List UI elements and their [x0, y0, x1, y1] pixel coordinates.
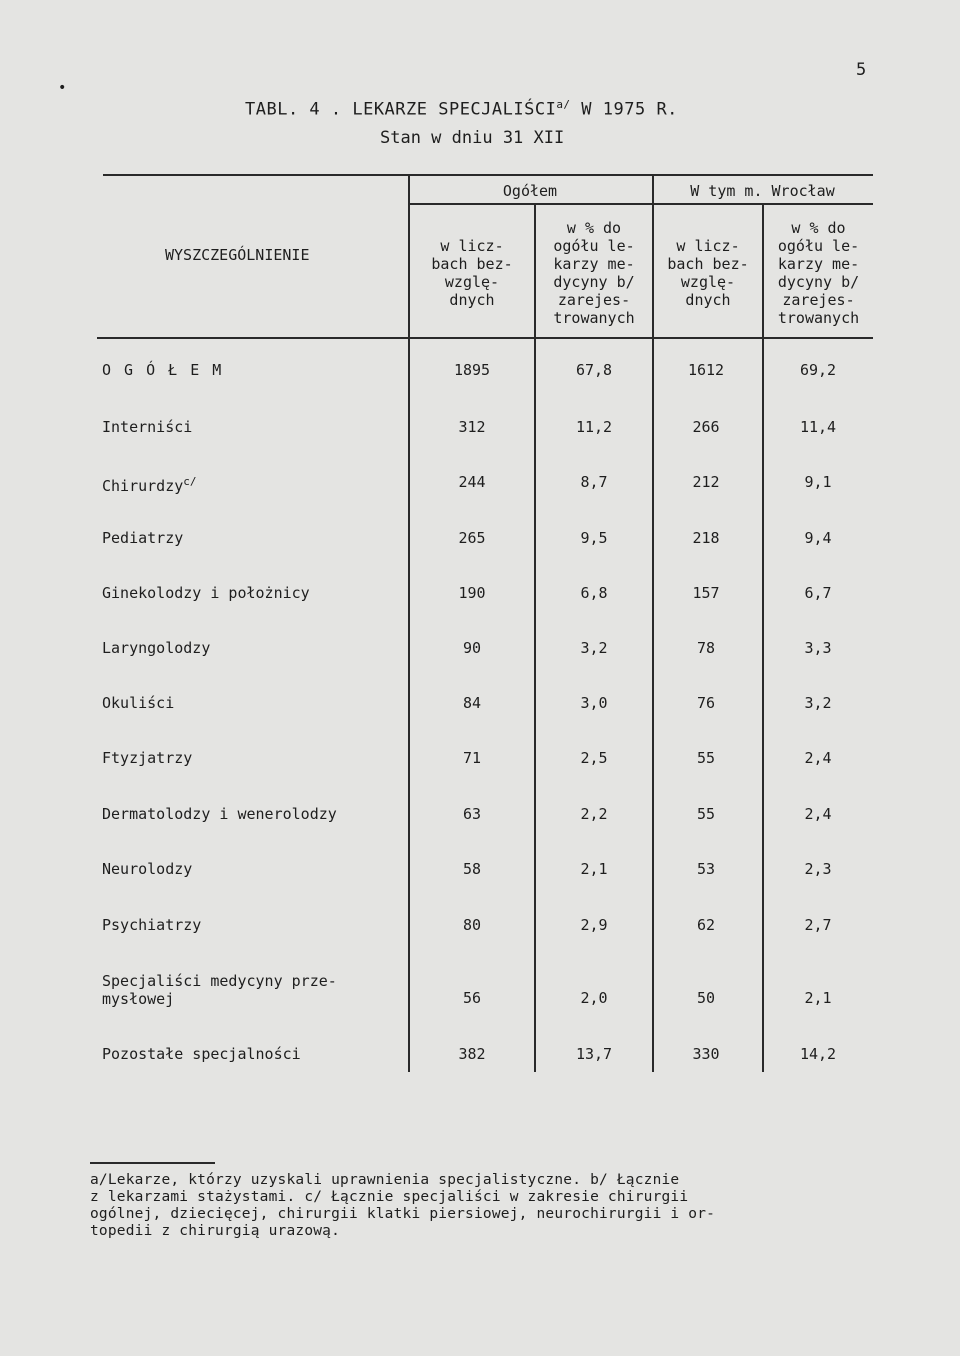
wroclaw-pct-cell: 2,4: [804, 805, 832, 823]
total-abs-cell: 56: [462, 989, 482, 1007]
total-abs-cell: 265: [458, 529, 486, 547]
header-total-abs: w licz- bach bez- wzglę- dnych: [431, 237, 513, 309]
wroclaw-abs-cell: 266: [692, 418, 720, 436]
title-footnote-marker: a/: [556, 98, 571, 111]
wroclaw-pct-cell: 2,7: [804, 916, 832, 934]
row-label: Pediatrzy: [102, 529, 184, 547]
wroclaw-abs-cell: 76: [696, 694, 716, 712]
row-label: Neurolodzy: [102, 860, 193, 878]
wroclaw-abs-cell: 157: [692, 584, 720, 602]
total-pct-cell: 3,2: [580, 639, 608, 657]
wroclaw-pct-cell: 11,4: [799, 418, 837, 436]
total-abs-cell: 80: [462, 916, 482, 934]
total-pct-cell: 8,7: [580, 473, 608, 491]
row-label: Psychiatrzy: [102, 916, 202, 934]
header-group-total: Ogółem: [502, 182, 558, 200]
row-label: Laryngolodzy: [102, 639, 211, 657]
wroclaw-abs-cell: 212: [692, 473, 720, 491]
table-title: [245, 98, 678, 120]
wroclaw-pct-cell: 3,3: [804, 639, 832, 657]
stray-mark: •: [58, 80, 67, 96]
group-header-rule: [408, 203, 873, 205]
wroclaw-abs-cell: 55: [696, 749, 716, 767]
wroclaw-pct-cell: 2,1: [804, 989, 832, 1007]
header-bottom-rule: [97, 337, 873, 339]
total-abs-cell: 190: [458, 584, 486, 602]
total-abs-cell: 63: [462, 805, 482, 823]
table-subtitle: Stan w dniu 31 XII: [380, 128, 565, 148]
column-divider-4: [762, 203, 764, 1072]
row-footnote-marker: c/: [183, 475, 197, 488]
total-abs-cell: 312: [458, 418, 486, 436]
header-group-wroclaw: W tym m. Wrocław: [690, 182, 835, 200]
total-pct-cell: 2,0: [580, 989, 608, 1007]
row-label: Ginekolodzy i położnicy: [102, 584, 310, 602]
total-pct-cell: 13,7: [575, 1045, 613, 1063]
row-label: Okuliści: [102, 694, 175, 712]
total-pct-cell: 2,9: [580, 916, 608, 934]
wroclaw-abs-cell: 62: [696, 916, 716, 934]
total-pct-cell: 67,8: [575, 361, 613, 379]
table-top-rule: [103, 174, 873, 176]
title-main: TABL. 4 . LEKARZE SPECJALIŚCI: [245, 99, 557, 120]
total-abs-cell: 1895: [453, 361, 491, 379]
wroclaw-pct-cell: 69,2: [799, 361, 837, 379]
header-wroclaw-abs: w licz- bach bez- wzglę- dnych: [667, 237, 749, 309]
total-abs-cell: 58: [462, 860, 482, 878]
row-label: Ftyzjatrzy: [102, 749, 193, 767]
row-label: Interniści: [102, 418, 193, 436]
total-abs-cell: 90: [462, 639, 482, 657]
wroclaw-abs-cell: 55: [696, 805, 716, 823]
wroclaw-pct-cell: 2,4: [804, 749, 832, 767]
wroclaw-pct-cell: 6,7: [804, 584, 832, 602]
total-abs-cell: 84: [462, 694, 482, 712]
total-pct-cell: 6,8: [580, 584, 608, 602]
row-label: O G Ó Ł E M: [102, 361, 224, 379]
wroclaw-abs-cell: 78: [696, 639, 716, 657]
total-pct-cell: 3,0: [580, 694, 608, 712]
title-year: W 1975 R.: [570, 99, 678, 120]
wroclaw-abs-cell: 53: [696, 860, 716, 878]
wroclaw-pct-cell: 9,1: [804, 473, 832, 491]
wroclaw-abs-cell: 1612: [687, 361, 725, 379]
page-number: 5: [856, 60, 867, 80]
total-abs-cell: 382: [458, 1045, 486, 1063]
total-pct-cell: 11,2: [575, 418, 613, 436]
wroclaw-pct-cell: 14,2: [799, 1045, 837, 1063]
row-label: Specjaliści medycyny prze- mysłowej: [102, 972, 337, 1008]
row-label: Pozostałe specjalności: [102, 1045, 301, 1063]
header-wroclaw-pct: w % do ogółu le- karzy me- dycyny b/ zarejes- trowanych: [777, 219, 860, 327]
row-label-text: Chirurdzy: [102, 477, 184, 495]
wroclaw-abs-cell: 218: [692, 529, 720, 547]
header-total-pct: w % do ogółu le- karzy me- dycyny b/ zarejes- trowanych: [553, 219, 635, 327]
total-pct-cell: 2,5: [580, 749, 608, 767]
wroclaw-pct-cell: 2,3: [804, 860, 832, 878]
footnotes: a/Lekarze, którzy uzyskali uprawnienia specjalistyczne. b/ Łącznie z lekarzami stażystami. c/ Łącznie specjaliści w zakresie chirurgii ogólnej, dziecięcej, chirurgii klatki piersiowej, neurochirurgii i or- topedii z chirurgią urazową.: [90, 1172, 716, 1239]
footnote-rule: [90, 1162, 215, 1164]
column-divider-2: [534, 203, 536, 1072]
header-stub: WYSZCZEGÓLNIENIE: [165, 246, 310, 264]
wroclaw-pct-cell: 9,4: [804, 529, 832, 547]
total-pct-cell: 2,1: [580, 860, 608, 878]
row-label: Dermatolodzy i wenerolodzy: [102, 805, 337, 823]
total-abs-cell: 244: [458, 473, 486, 491]
row-label: [102, 473, 197, 495]
wroclaw-abs-cell: 330: [692, 1045, 720, 1063]
wroclaw-pct-cell: 3,2: [804, 694, 832, 712]
total-pct-cell: 9,5: [580, 529, 608, 547]
total-pct-cell: 2,2: [580, 805, 608, 823]
total-abs-cell: 71: [462, 749, 482, 767]
wroclaw-abs-cell: 50: [696, 989, 716, 1007]
